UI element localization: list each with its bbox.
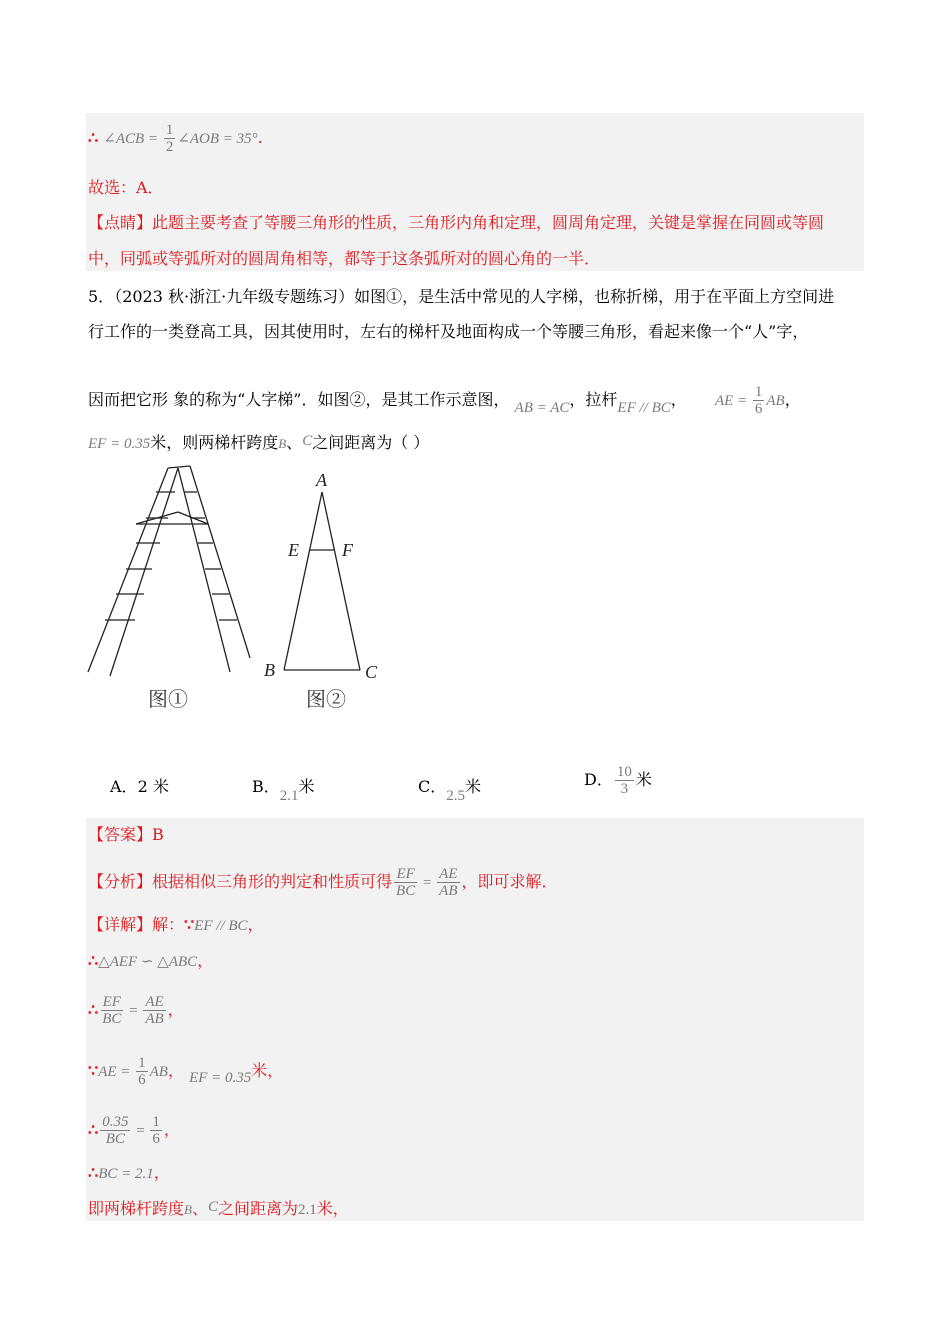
math-ab: AB: [149, 1064, 168, 1080]
math-ae: AE =: [98, 1064, 135, 1080]
ladder-drawing: [88, 466, 250, 676]
question-text-3a: 因而把它形 象的称为“人字梯”．如图②，是其工作示意图，: [88, 390, 510, 409]
fraction-one-sixth: $\frac{1}{6}$: [754, 384, 763, 417]
point-label-e: E: [288, 540, 299, 560]
equals: =: [132, 1123, 149, 1139]
comma: ，: [163, 1120, 180, 1139]
analysis-text-a: 根据相似三角形的判定和性质可得: [152, 872, 393, 891]
option-c-value: 2.5: [446, 788, 465, 804]
fraction-half: $\frac{1}{2}$: [165, 122, 174, 155]
fraction-ten-thirds: $\frac{10}{3}$: [616, 764, 632, 797]
figure-caption-2: 图②: [306, 689, 346, 711]
point-label-f: F: [342, 540, 353, 560]
option-a-value: 2 米: [137, 777, 169, 796]
detail-line-6: [88, 1162, 170, 1185]
final-text-c: 、: [191, 1199, 208, 1218]
answer-tag: 【答案】: [88, 825, 153, 844]
question-text-4b: 、: [286, 433, 303, 452]
choice-line: 故选：A．: [88, 178, 164, 197]
figure-caption-1: 图①: [148, 689, 188, 711]
comment-tag: 【点睛】: [88, 213, 153, 232]
fraction-ae-ab: $\frac{AE}{AB}$: [145, 994, 164, 1027]
math-point-b: B: [184, 1202, 192, 1217]
comma: ，: [153, 1163, 170, 1182]
math-ef-parallel-bc: EF // BC: [617, 400, 671, 416]
fraction-ae-ab: $\frac{AE}{AB}$: [439, 866, 458, 899]
detail-line-4: [88, 1055, 283, 1088]
final-text-e: 之间距离为: [218, 1199, 299, 1218]
because-symbol: ∵: [184, 915, 195, 934]
question-text-1: （2023 秋·浙江·九年级专题练习）如图①，是生活中常见的人字梯，也称折梯，用于在平面上方空间进: [114, 287, 835, 306]
point-label-a: A: [316, 470, 327, 490]
comma: ，: [167, 1000, 184, 1019]
comma: ，: [197, 951, 214, 970]
math-angle-acb: ∠ACB =: [103, 131, 162, 147]
fraction-ef-bc: $\frac{EF}{BC}$: [102, 994, 122, 1027]
comma: ，: [167, 1061, 184, 1080]
math-point-c: C: [302, 433, 313, 449]
fraction-one-sixth: $\frac{1}{6}$: [138, 1055, 146, 1088]
comment-line-1: [88, 212, 824, 234]
detail-line-final: [88, 1198, 349, 1221]
question-number: 5．: [88, 287, 115, 306]
question-text-3b: ，拉杆: [569, 390, 618, 409]
answer-line: [88, 824, 164, 846]
comma: ，: [247, 915, 264, 934]
option-d: [584, 764, 652, 797]
option-b-value: 2.1: [279, 788, 299, 804]
math-ab-eq-ac: AB = AC: [514, 400, 570, 416]
analysis-line: [88, 866, 558, 899]
option-c-unit: 米: [465, 777, 482, 796]
comment-line-2: 中，同弧或等弧所对的圆周角相等，都等于这条弧所对的圆心角的一半．: [88, 249, 601, 268]
math-angle-aob: ∠AOB = 35°: [177, 131, 258, 147]
math-similar-triangles: △AEF ∽ △ABC: [98, 954, 198, 970]
detail-line-1: [88, 914, 264, 937]
equals: =: [125, 1003, 142, 1019]
question-line-3: [88, 384, 801, 417]
option-d-label: D．: [584, 770, 613, 789]
fraction-035-bc: $\frac{0.35}{BC}$: [102, 1114, 129, 1147]
therefore-symbol: ∴: [88, 1000, 99, 1019]
final-value: 2.1: [298, 1202, 317, 1218]
question-text-4c: 之间距离为（ ）: [312, 433, 430, 452]
math-ae: AE =: [714, 393, 751, 409]
solution-line-angle: [88, 122, 263, 155]
math-ef-value: EF = 0.35: [88, 436, 151, 452]
question-text-4a: 米，则两梯杆跨度: [150, 433, 279, 452]
option-a: [110, 774, 169, 797]
final-text-a: 即两梯杆跨度: [88, 1199, 185, 1218]
math-ef-value: EF = 0.35: [189, 1070, 252, 1086]
detail-line-3: [88, 994, 184, 1027]
ladder-figures: [80, 462, 400, 722]
math-point-b: B: [278, 436, 287, 451]
analysis-text-b: ，即可求解．: [461, 872, 558, 891]
option-c: [418, 774, 482, 804]
option-d-unit: 米: [635, 770, 652, 789]
question-line-2: 行工作的一类登高工具，因其使用时，左右的梯杆及地面构成一个等腰三角形，看起来像一个“人”字，: [88, 322, 809, 341]
math-ab: AB: [766, 393, 785, 409]
detail-line-2: [88, 950, 213, 973]
triangle-diagram: [284, 492, 360, 670]
detail-intro: 解：: [152, 915, 185, 934]
option-b-label: B．: [252, 777, 280, 796]
analysis-equals: =: [419, 875, 436, 891]
question-line-1: [88, 286, 834, 308]
math-bc-value: BC = 2.1: [98, 1166, 154, 1182]
unit-meter: 米，: [251, 1061, 284, 1080]
option-b: [252, 774, 315, 804]
answer-value: B: [152, 825, 164, 844]
point-label-c: C: [365, 662, 378, 682]
option-a-label: A．: [110, 777, 138, 796]
final-text-g: 米，: [316, 1199, 349, 1218]
detail-tag: 【详解】: [88, 915, 153, 934]
question-line-4: [88, 432, 429, 455]
because-symbol: ∵: [88, 1061, 99, 1080]
comment-text-1: 此题主要考查了等腰三角形的性质，三角形内角和定理，圆周角定理，关键是掌握在同圆或等圆: [152, 213, 825, 232]
period: .: [257, 128, 263, 147]
math-point-c: C: [207, 1199, 218, 1215]
detail-line-5: [88, 1114, 180, 1147]
analysis-tag: 【分析】: [88, 872, 153, 891]
question-text-3c: ，: [670, 390, 687, 409]
question-text-3d: ，: [784, 390, 801, 409]
therefore-symbol: ∴: [88, 951, 99, 970]
therefore-symbol: ∴: [88, 1163, 99, 1182]
fraction-one-sixth: $\frac{1}{6}$: [152, 1114, 160, 1147]
point-label-b: B: [264, 660, 275, 680]
option-c-label: C．: [418, 777, 447, 796]
math-ef-parallel: EF // BC: [194, 918, 248, 934]
fraction-ef-bc: $\frac{EF}{BC}$: [396, 866, 416, 899]
therefore-symbol: ∴: [88, 128, 99, 147]
therefore-symbol: ∴: [88, 1120, 99, 1139]
option-b-unit: 米: [298, 777, 315, 796]
